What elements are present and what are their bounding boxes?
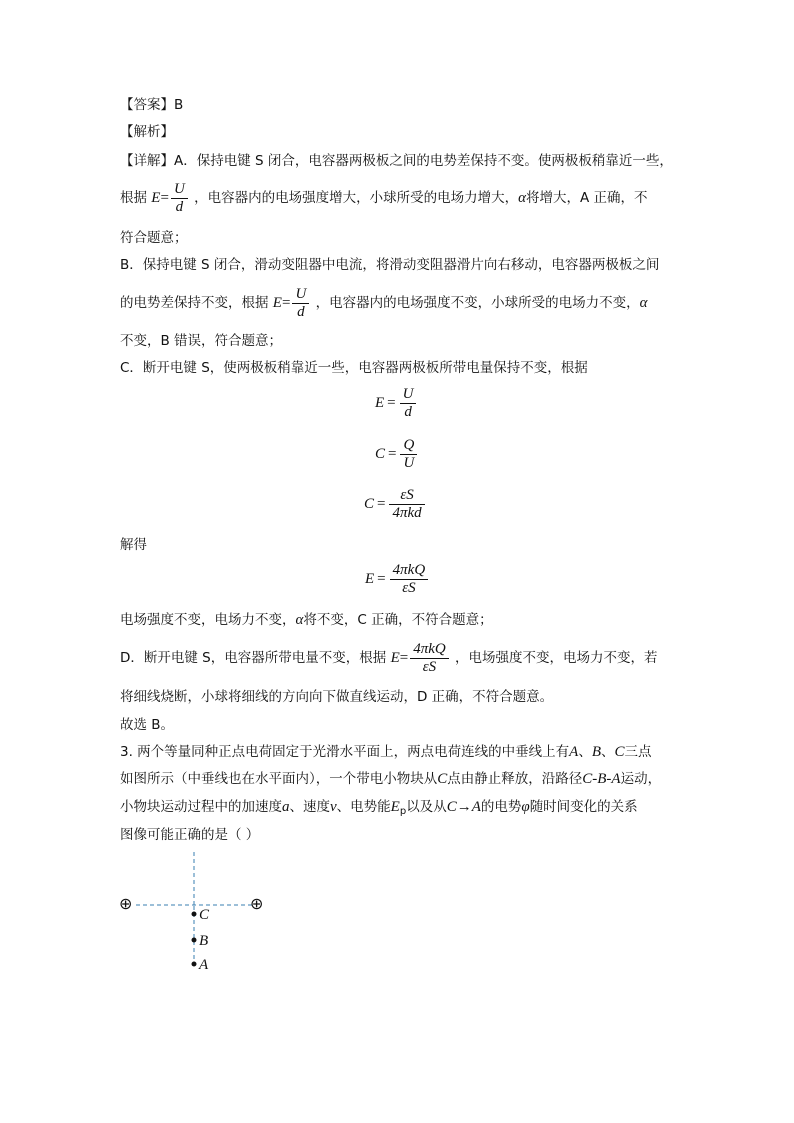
equation-c-eps-s: C = $\frac{\varepsilon S}{\text{4πkd}}$ [364, 487, 427, 522]
formula-u-over-d: $\frac{U}{d}$ [292, 286, 309, 321]
label-a: A [199, 957, 209, 973]
charge-diagram [110, 848, 280, 978]
solve-label: 解得 [120, 537, 147, 553]
para-d-line1: D．断开电键 S，电容器所带电量不变，根据 E= $\frac{\text{4πkQ}}{\varepsilon S}$ ，电场强度不变，电场力不变，若 [120, 640, 658, 675]
analysis-label: 【解析】 [120, 124, 174, 140]
point-c-dot [192, 912, 197, 917]
positive-charge-right: ⊕ [250, 894, 264, 913]
conclusion: 故选 B。 [120, 717, 175, 733]
answer-value: B [174, 97, 184, 113]
para-a-line2: 根据 E= $\frac{U}{d}$ ，电容器内的电场强度增大，小球所受的电场力增大，α将增大，A 正确，不 [120, 180, 648, 215]
para-b-line1: B．保持电键 S 闭合，滑动变阻器中电流，将滑动变阻器滑片向右移动，电容器两极板之间 [120, 257, 660, 273]
q3-line3: 小物块运动过程中的加速度a、速度v、电势能$E_p$以及从C→A的电势φ随时间变化的关系 [120, 799, 638, 817]
para-b-line3: 不变，B 错误，符合题意； [120, 333, 283, 349]
label-c: C [199, 907, 210, 923]
point-b-dot [192, 938, 197, 943]
equation-e-u-d: E = $\frac{U}{d}$ [375, 386, 418, 421]
answer-label: 【答案】 [120, 97, 174, 113]
equation-e-result: E = $\frac{\text{4πkQ}}{\varepsilon S}$ [365, 562, 430, 597]
q3-line4: 图像可能正确的是（ ） [120, 827, 260, 843]
para-a-line3: 符合题意； [120, 230, 188, 246]
equation-c-q-u: C = $\frac{Q}{U}$ [375, 437, 419, 472]
para-a-line1: 【详解】A．保持电键 S 闭合，电容器两极板之间的电势差保持不变。使两极板稍靠近一些， [120, 153, 673, 169]
para-b-line2: 的电势差保持不变，根据 E= $\frac{U}{d}$ ，电容器内的电场强度不变，小球所受的电场力不变，α [120, 285, 648, 320]
point-a-dot [192, 962, 197, 967]
para-c-result: 电场强度不变，电场力不变，α将不变，C 正确，不符合题意； [120, 612, 493, 628]
para-d-line2: 将细线烧断，小球将细线的方向向下做直线运动，D 正确，不符合题意。 [120, 689, 554, 705]
para-c-line1: C．断开电键 S，使两极板稍靠近一些，电容器两极板所带电量保持不变，根据 [120, 360, 588, 376]
formula-u-over-d: $\frac{U}{d}$ [171, 181, 188, 216]
label-b: B [199, 933, 209, 949]
q3-line2: 如图所示（中垂线也在水平面内），一个带电小物块从C点由静止释放，沿路径C-B-A运动， [120, 771, 662, 787]
answer-line [120, 95, 183, 115]
q3-line1: 3. 两个等量同种正点电荷固定于光滑水平面上，两点电荷连线的中垂线上有A、B、C三点 [120, 744, 652, 760]
positive-charge-left: ⊕ [119, 894, 133, 913]
formula-4pikq-over-epss: $\frac{\text{4πkQ}}{\varepsilon S}$ [410, 641, 449, 676]
